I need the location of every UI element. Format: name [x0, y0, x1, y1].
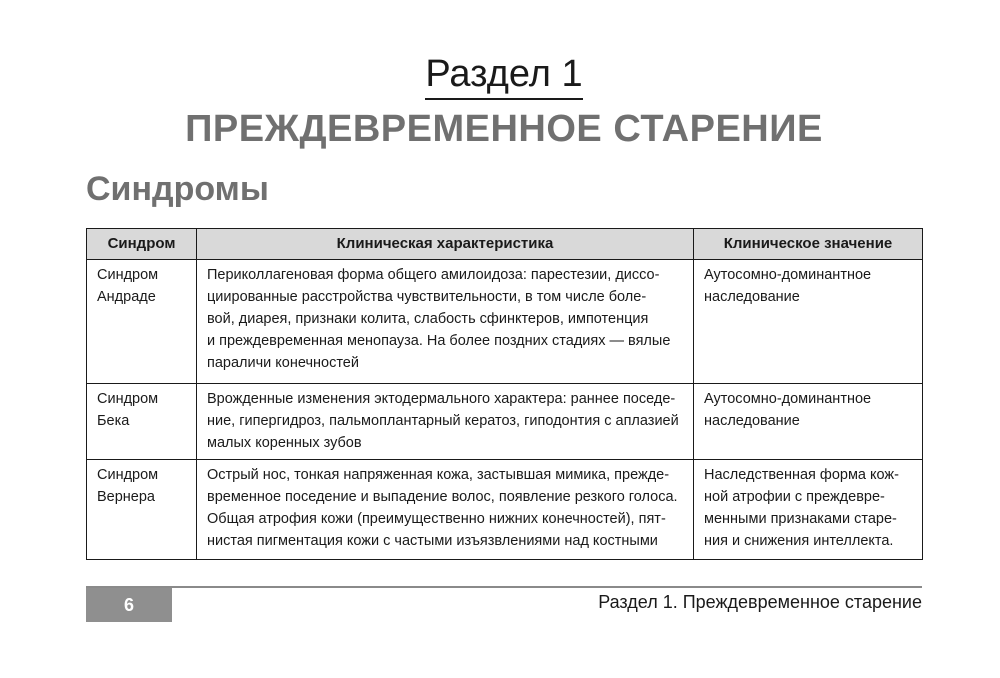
- syndrome-line: Вернера: [97, 489, 155, 505]
- syndromes-table: [86, 228, 923, 560]
- characteristic-cell: [197, 260, 694, 384]
- characteristic-line: временное поседение и выпадение волос, появление резкого голоса.: [207, 489, 678, 505]
- characteristic-cell: [197, 384, 694, 460]
- significance-cell: [694, 384, 923, 460]
- syndrome-line: Андраде: [97, 289, 156, 305]
- syndrome-cell: [87, 460, 197, 560]
- characteristic-line: вой, диарея, признаки колита, слабость сфинктеров, импотенция: [207, 311, 649, 327]
- syndrome-line: Бека: [97, 413, 130, 429]
- significance-line: Аутосомно-доминантное: [704, 267, 872, 283]
- significance-cell: [694, 460, 923, 560]
- running-title: Раздел 1. Преждевременное старение: [598, 592, 922, 612]
- significance-line: наследование: [704, 413, 800, 429]
- characteristic-line: Периколлагеновая форма общего амилоидоза: парестезии, диссо-: [207, 267, 660, 283]
- significance-line: ной атрофии с преждевре-: [704, 489, 885, 505]
- significance-line: ния и снижения интеллекта.: [704, 533, 894, 549]
- characteristic-line: малых коренных зубов: [207, 435, 362, 451]
- section-title: ПРЕЖДЕВРЕМЕННОЕ СТАРЕНИЕ: [185, 108, 823, 150]
- syndrome-line: Синдром: [97, 467, 159, 483]
- syndrome-cell: [87, 260, 197, 384]
- table-header-row: [87, 229, 923, 260]
- syndrome-line: Синдром: [97, 391, 159, 407]
- column-header-syndrome: Синдром: [87, 229, 197, 260]
- table-row: [87, 460, 923, 560]
- footer-divider: [86, 586, 922, 588]
- characteristic-line: Острый нос, тонкая напряженная кожа, застывшая мимика, прежде-: [207, 467, 670, 483]
- characteristic-line: параличи конечностей: [207, 355, 359, 371]
- characteristic-cell: [197, 460, 694, 560]
- column-header-significance: Клиническое значение: [694, 229, 923, 260]
- subsection-title: Синдромы: [86, 170, 269, 208]
- characteristic-line: Общая атрофия кожи (преимущественно нижних конечностей), пят-: [207, 511, 666, 527]
- characteristic-line: Врожденные изменения эктодермального характера: раннее поседе-: [207, 391, 676, 407]
- significance-line: Аутосомно-доминантное: [704, 391, 872, 407]
- column-header-characteristic: Клиническая характеристика: [197, 229, 694, 260]
- characteristic-line: нистая пигментация кожи с частыми изъязвлениями над костными: [207, 533, 658, 549]
- syndrome-cell: [87, 384, 197, 460]
- table-row: [87, 384, 923, 460]
- table-row: [87, 260, 923, 384]
- page-number: 6: [86, 588, 172, 622]
- section-heading: [0, 52, 1000, 100]
- syndrome-line: Синдром: [97, 267, 159, 283]
- significance-cell: [694, 260, 923, 384]
- characteristic-line: ние, гипергидроз, пальмоплантарный кератоз, гиподонтия с аплазией: [207, 413, 679, 429]
- characteristic-line: и преждевременная менопауза. На более поздних стадиях — вялые: [207, 333, 671, 349]
- significance-line: менными признаками старе-: [704, 511, 897, 527]
- characteristic-line: циированные расстройства чувствительности, в том числе боле-: [207, 289, 647, 305]
- significance-line: Наследственная форма кож-: [704, 467, 899, 483]
- significance-line: наследование: [704, 289, 800, 305]
- section-label: Раздел 1: [425, 52, 582, 100]
